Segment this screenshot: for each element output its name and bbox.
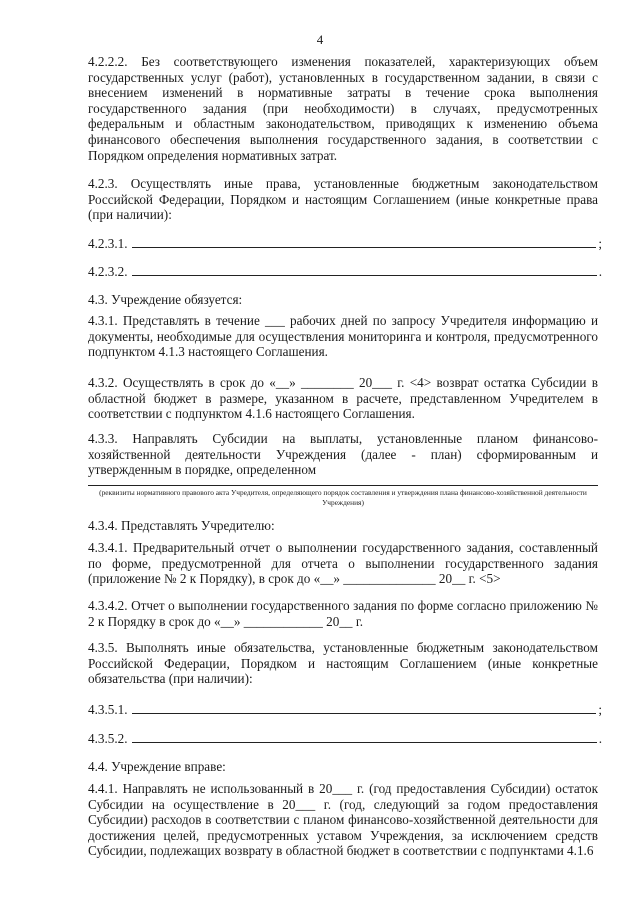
paragraph-4-2-2-2: 4.2.2.2. Без соответствующего изменения показателей, характеризующих объем государственных услуг (работ), установленных в государственном задании, в связи с внесением изменений в нормативные затраты в течение срока выполнения государственного задания (при необходимости) в случаях, предусмотренных федеральным и областным законодательством, приводящих к изменению объема финансового обеспечения выполнения государственного задания, в соответствии с Порядком определения нормативных затрат. (88, 54, 598, 163)
paragraph-4-3-4: 4.3.4. Представлять Учредителю: (88, 518, 275, 533)
paragraph-4-3: 4.3. Учреждение обязуется: (88, 292, 243, 307)
paragraph-4-4-1: 4.4.1. Направлять не использованный в 20___ г. (год предоставления Субсидии) остаток Субсидии на осуществление в 20___ г. (год, следующий за годом предоставления Субсидии) расходов в соответствии с планом финансово-хозяйственной деятельности для достижения целей, предусмотренных уставом Учреждения, за исключением средств Субсидии, подлежащих возврату в областной бюджет в соответствии с подпунктами 4.1.6 (88, 781, 598, 859)
paragraph-4-3-1: 4.3.1. Представлять в течение ___ рабочих дней по запросу Учредителя информацию и документы, необходимые для осуществления мониторинга и контроля, предусмотренного подпунктом 4.1.3 настоящего Соглашения. (88, 313, 598, 360)
fill-line-4-3-5-2 (88, 731, 602, 747)
paragraph-4-3-3: 4.3.3. Направлять Субсидии на выплаты, установленные планом финансово-хозяйственной деятельности Учреждения (далее - план) сформированным и утвержденным в порядке, определенном (88, 431, 598, 478)
page-number: 4 (316, 32, 324, 47)
fill-line-4-2-3-2 (88, 264, 602, 280)
blank-line (132, 236, 597, 248)
paragraph-4-2-3: 4.2.3. Осуществлять иные права, установленные бюджетным законодательством Российской Федерации, Порядком и настоящим Соглашением (иные конкретные права (при наличии): (88, 176, 598, 223)
paragraph-4-3-4-1: 4.3.4.1. Предварительный отчет о выполнении государственного задания, составленный по форме, предусмотренной для отчета о выполнении государственного задания (приложение № 2 к Порядку), в срок до «__» ______________ 20__ г. <5> (88, 540, 598, 587)
requisites-caption: (реквизиты нормативного правового акта Учредителя, определяющего порядок составления и утверждения плана финансово-хозяйственной деятельности Учреждения) (99, 488, 587, 507)
fill-line-4-3-5-1 (88, 702, 602, 718)
fill-line-label: 4.3.5.2. (88, 731, 128, 746)
paragraph-4-3-2: 4.3.2. Осуществлять в срок до «__» ________ 20___ г. <4> возврат остатка Субсидии в областной бюджет в размере, указанном в расчете, представленном Учредителем в соответствии с подпунктом 4.1.6 настоящего Соглашения. (88, 375, 598, 422)
fill-line-label: 4.2.3.2. (88, 264, 128, 279)
fill-line-end: ; (598, 702, 602, 717)
paragraph-4-3-5: 4.3.5. Выполнять иные обязательства, установленные бюджетным законодательством Российской Федерации, Порядком и настоящим Соглашением (иные конкретные обязательства (при наличии): (88, 640, 598, 687)
fill-line-4-2-3-1 (88, 236, 602, 252)
blank-line (132, 731, 597, 743)
fill-line-label: 4.2.3.1. (88, 236, 128, 251)
blank-line (132, 702, 597, 714)
fill-line-end: . (598, 264, 602, 279)
paragraph-4-4: 4.4. Учреждение вправе: (88, 759, 226, 774)
blank-line (132, 264, 597, 276)
fill-line-label: 4.3.5.1. (88, 702, 128, 717)
fill-line-end: . (598, 731, 602, 746)
paragraph-4-3-4-2: 4.3.4.2. Отчет о выполнении государственного задания по форме согласно приложению № 2 к Порядку в срок до «__» ____________ 20__ г. (88, 598, 598, 629)
fill-line-end: ; (598, 236, 602, 251)
requisites-line (88, 485, 598, 486)
